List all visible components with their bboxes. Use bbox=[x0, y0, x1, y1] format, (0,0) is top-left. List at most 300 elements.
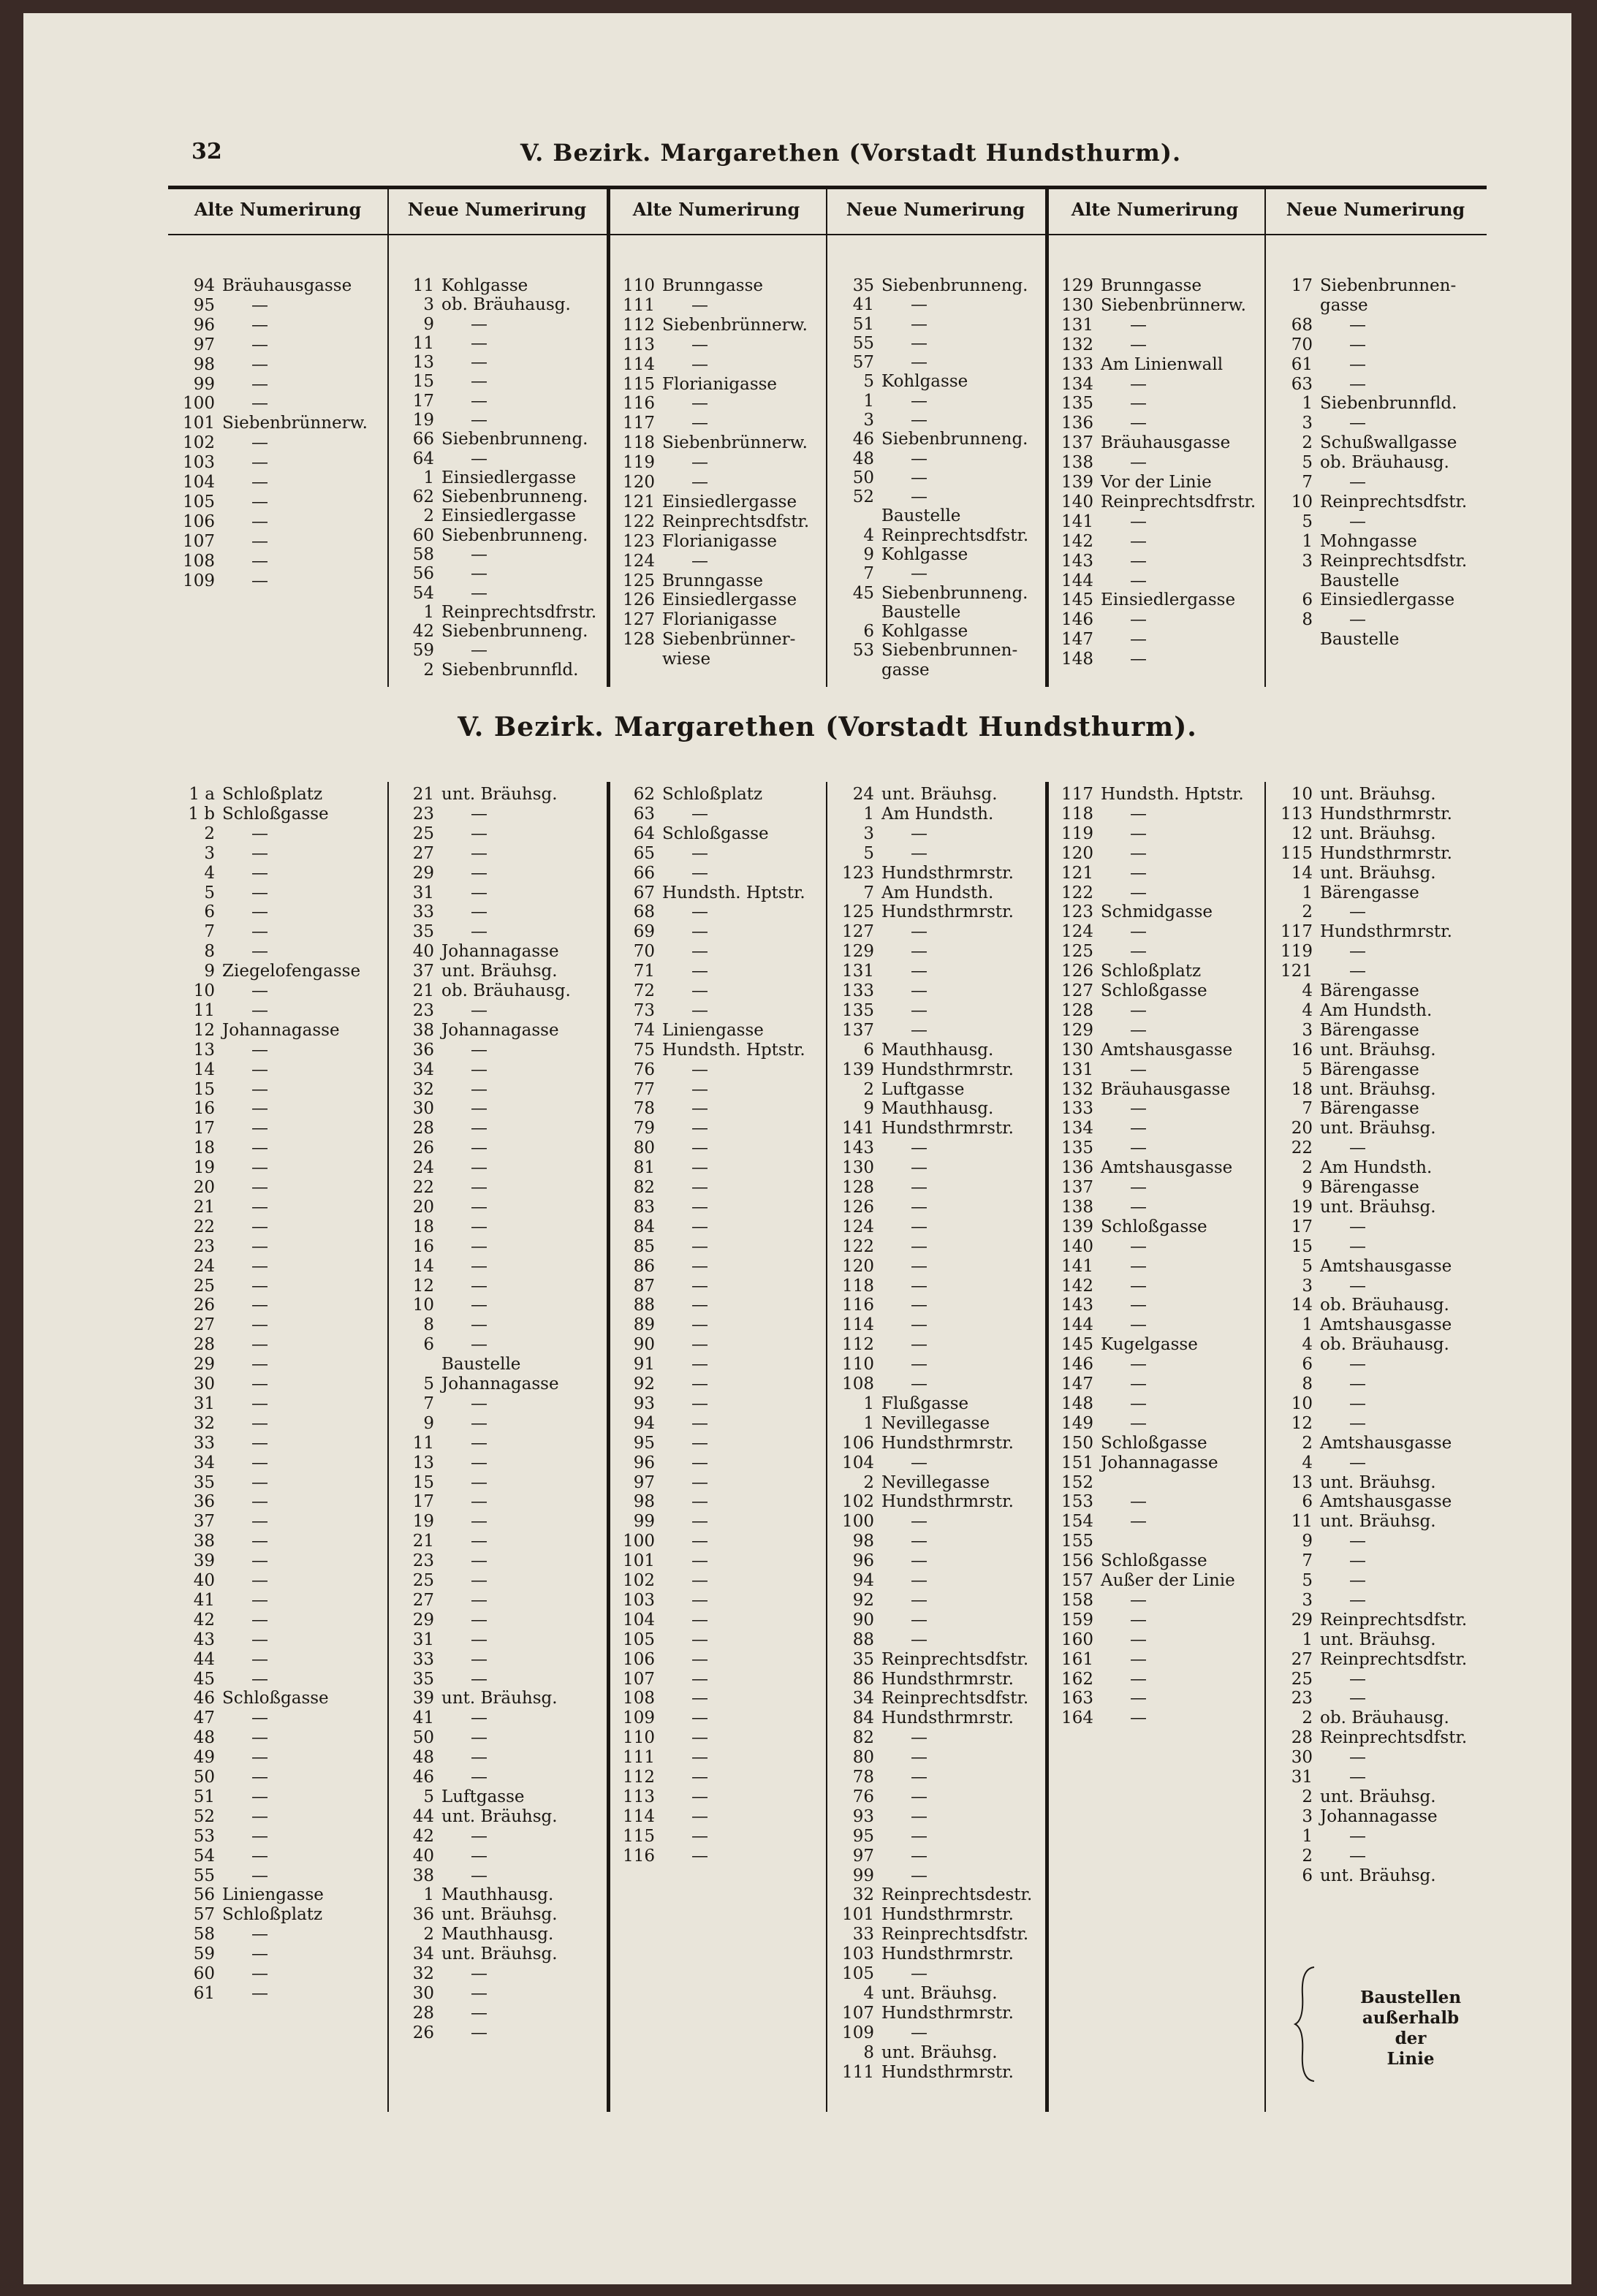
street-cell: — bbox=[1130, 1060, 1147, 1079]
number-cell: 112 bbox=[623, 1768, 655, 1787]
table-row bbox=[395, 1001, 488, 1020]
table-row bbox=[395, 506, 576, 525]
street-cell: — bbox=[691, 1551, 708, 1571]
number-cell: 86 bbox=[633, 1256, 655, 1276]
table-row bbox=[835, 526, 1028, 545]
street-cell: Baustelle bbox=[441, 1355, 521, 1375]
number-cell: 138 bbox=[1061, 453, 1093, 473]
table-row bbox=[615, 1198, 708, 1217]
table-row bbox=[1273, 296, 1368, 315]
street-cell: Reinprechtsdfstr. bbox=[881, 525, 1029, 545]
number-cell: 137 bbox=[1061, 1178, 1093, 1197]
street-cell: — bbox=[691, 1846, 708, 1866]
number-cell: 6 bbox=[1302, 1492, 1313, 1512]
number-cell: 56 bbox=[193, 1885, 215, 1905]
table-row bbox=[615, 630, 795, 649]
street-cell: — bbox=[1130, 453, 1147, 473]
number-cell: 163 bbox=[1061, 1689, 1093, 1708]
number-cell: 11 bbox=[412, 333, 434, 353]
table-row bbox=[1054, 394, 1147, 413]
table-row bbox=[1273, 453, 1449, 472]
street-cell: — bbox=[251, 315, 268, 335]
number-cell: 3 bbox=[1302, 414, 1313, 433]
table-row bbox=[175, 1021, 340, 1040]
table-row bbox=[175, 1355, 268, 1374]
street-cell: — bbox=[1349, 1826, 1366, 1846]
number-cell: 35 bbox=[193, 1472, 215, 1492]
number-cell: 32 bbox=[852, 1885, 874, 1905]
number-cell: 125 bbox=[1061, 942, 1093, 962]
table-row bbox=[395, 1768, 488, 1787]
street-cell: Siebenbrunneng. bbox=[881, 276, 1028, 295]
number-cell: 8 bbox=[1302, 1375, 1313, 1394]
table-row bbox=[1273, 1198, 1436, 1217]
number-cell: 6 bbox=[423, 1335, 434, 1355]
street-cell: — bbox=[691, 1571, 708, 1590]
street-cell: — bbox=[691, 414, 708, 433]
table-row bbox=[1273, 610, 1366, 629]
number-cell: 9 bbox=[204, 962, 215, 981]
street-cell: — bbox=[691, 1630, 708, 1649]
number-cell: 1 bbox=[423, 468, 434, 487]
table-row bbox=[395, 2023, 488, 2042]
number-cell: 93 bbox=[852, 1806, 874, 1826]
table-row bbox=[615, 1355, 708, 1374]
street-cell: — bbox=[251, 1708, 268, 1728]
number-cell: 153 bbox=[1061, 1492, 1093, 1512]
street-cell: — bbox=[251, 1040, 268, 1060]
number-cell: 17 bbox=[412, 1492, 434, 1512]
street-cell: — bbox=[911, 1512, 928, 1532]
street-cell: unt. Bräuhsg. bbox=[441, 1945, 558, 1964]
number-cell: 47 bbox=[193, 1708, 215, 1728]
number-cell: 114 bbox=[623, 1806, 655, 1826]
street-cell: — bbox=[251, 1236, 268, 1256]
table-row bbox=[1054, 316, 1147, 335]
street-cell: Johannagasse bbox=[1320, 1806, 1438, 1826]
street-cell: Bärengasse bbox=[1320, 1060, 1419, 1079]
column-headers bbox=[168, 186, 1487, 234]
number-cell: 45 bbox=[852, 583, 874, 603]
table-row bbox=[395, 1689, 558, 1708]
street-cell: — bbox=[251, 1197, 268, 1217]
number-cell: 99 bbox=[852, 1866, 874, 1885]
table-row bbox=[1273, 902, 1366, 921]
number-cell: 11 bbox=[412, 276, 434, 295]
number-cell: 113 bbox=[1281, 804, 1313, 824]
table-row bbox=[395, 1041, 488, 1060]
table-row bbox=[395, 1866, 488, 1885]
table-row bbox=[835, 506, 960, 525]
table-row bbox=[395, 1080, 488, 1099]
number-cell: 38 bbox=[412, 1866, 434, 1885]
number-cell: 2 bbox=[423, 660, 434, 680]
table-row bbox=[1273, 805, 1452, 824]
table-row bbox=[395, 622, 588, 641]
street-cell: — bbox=[251, 1119, 268, 1139]
number-cell: 17 bbox=[412, 391, 434, 411]
street-cell: Einsiedlergasse bbox=[441, 506, 577, 526]
number-cell: 32 bbox=[193, 1413, 215, 1433]
table-row bbox=[395, 1492, 488, 1511]
number-cell: 95 bbox=[633, 1433, 655, 1453]
number-cell: 41 bbox=[193, 1590, 215, 1610]
number-cell: 31 bbox=[412, 883, 434, 902]
street-cell: — bbox=[251, 1787, 268, 1806]
table-row bbox=[615, 1650, 708, 1669]
column-divider bbox=[1264, 782, 1266, 2112]
number-cell: 117 bbox=[1281, 922, 1313, 942]
street-cell: Baustelle bbox=[1320, 571, 1400, 590]
street-cell: — bbox=[471, 1866, 488, 1885]
table-row bbox=[615, 1532, 708, 1551]
table-row bbox=[835, 1257, 928, 1276]
street-cell: — bbox=[1349, 610, 1366, 630]
street-cell: — bbox=[251, 1217, 268, 1236]
number-cell: 4 bbox=[1302, 1335, 1313, 1355]
street-cell: — bbox=[471, 1846, 488, 1866]
street-cell: unt. Bräuhsg. bbox=[1320, 1119, 1436, 1139]
number-cell: 21 bbox=[412, 981, 434, 1000]
number-cell: 112 bbox=[842, 1335, 874, 1355]
number-cell: 156 bbox=[1061, 1551, 1093, 1571]
number-cell: 7 bbox=[1302, 1099, 1313, 1119]
number-cell: 51 bbox=[852, 314, 874, 334]
street-cell: — bbox=[1130, 922, 1147, 942]
table-row bbox=[1273, 1217, 1366, 1236]
table-row bbox=[395, 2004, 488, 2023]
table-row bbox=[1054, 1611, 1147, 1630]
table-row bbox=[175, 1847, 268, 1866]
table-row bbox=[1273, 942, 1366, 961]
table-row bbox=[835, 1945, 1014, 1964]
number-cell: 24 bbox=[412, 1158, 434, 1178]
number-cell: 6 bbox=[1302, 590, 1313, 610]
number-cell: 119 bbox=[1281, 942, 1313, 962]
table-row bbox=[395, 981, 571, 1000]
street-cell: — bbox=[911, 824, 928, 843]
street-cell: — bbox=[1130, 414, 1147, 433]
number-cell: 68 bbox=[1291, 315, 1313, 335]
table-row bbox=[175, 1335, 268, 1354]
table-row bbox=[1273, 1119, 1436, 1138]
number-cell: 37 bbox=[412, 962, 434, 981]
street-cell: — bbox=[471, 1768, 488, 1787]
street-cell: Kohlgasse bbox=[881, 622, 968, 642]
number-cell: 23 bbox=[412, 1551, 434, 1571]
street-cell: — bbox=[1130, 531, 1147, 551]
table-row bbox=[835, 430, 1028, 449]
street-cell: — bbox=[1130, 843, 1147, 863]
street-cell: — bbox=[911, 1571, 928, 1590]
number-cell: 90 bbox=[852, 1610, 874, 1630]
street-cell: unt. Bräuhsg. bbox=[1320, 1866, 1436, 1885]
number-cell: 96 bbox=[852, 1551, 874, 1571]
street-cell: — bbox=[911, 1846, 928, 1866]
street-cell: Schloßplatz bbox=[222, 785, 323, 804]
column-divider-thick bbox=[1045, 782, 1049, 2112]
table-row bbox=[835, 622, 968, 641]
street-cell: unt. Bräuhsg. bbox=[441, 785, 558, 804]
table-row bbox=[835, 487, 928, 506]
number-cell: 11 bbox=[412, 1433, 434, 1453]
street-cell: — bbox=[251, 1315, 268, 1335]
table-row bbox=[395, 372, 488, 391]
street-cell: Siebenbrunneng. bbox=[881, 430, 1028, 449]
street-cell: — bbox=[251, 571, 268, 590]
table-row bbox=[835, 1964, 928, 1983]
table-row bbox=[175, 1670, 268, 1689]
street-cell: Reinprechtsdfstr. bbox=[1320, 1728, 1468, 1748]
street-cell: — bbox=[911, 962, 928, 981]
street-cell: Johannagasse bbox=[222, 1020, 340, 1040]
number-cell: 141 bbox=[1061, 512, 1093, 531]
table-row bbox=[1273, 1414, 1366, 1433]
number-cell: 129 bbox=[1061, 1020, 1093, 1040]
table-row bbox=[175, 355, 268, 374]
street-cell: — bbox=[471, 1413, 488, 1433]
street-cell: — bbox=[471, 843, 488, 863]
number-cell: 139 bbox=[1061, 1217, 1093, 1236]
table-row bbox=[1273, 1670, 1366, 1689]
street-cell: — bbox=[1130, 824, 1147, 843]
street-cell: Florianigasse bbox=[662, 610, 778, 630]
number-cell: 19 bbox=[412, 411, 434, 430]
street-cell: Mauthhausg. bbox=[441, 1885, 554, 1905]
street-cell: Florianigasse bbox=[662, 374, 778, 394]
street-cell: — bbox=[691, 1276, 708, 1296]
street-cell: — bbox=[691, 1315, 708, 1335]
street-cell: — bbox=[471, 1158, 488, 1178]
street-cell: — bbox=[911, 1276, 928, 1296]
table-row bbox=[395, 1964, 488, 1983]
number-cell: 80 bbox=[633, 1139, 655, 1158]
number-cell: 10 bbox=[1291, 1394, 1313, 1413]
table-row bbox=[1054, 1532, 1101, 1551]
table-row bbox=[395, 353, 488, 372]
street-cell: — bbox=[1130, 1119, 1147, 1139]
street-cell: — bbox=[1130, 1236, 1147, 1256]
number-cell: 30 bbox=[193, 1375, 215, 1394]
street-cell: — bbox=[911, 843, 928, 863]
table-row bbox=[1273, 355, 1366, 374]
table-row bbox=[395, 1847, 488, 1866]
street-cell: — bbox=[1130, 863, 1147, 883]
table-row bbox=[175, 532, 268, 551]
number-cell: 27 bbox=[412, 1590, 434, 1610]
table-row bbox=[395, 1277, 488, 1296]
number-cell: 146 bbox=[1061, 1355, 1093, 1375]
number-cell: 2 bbox=[1302, 433, 1313, 453]
number-cell: 18 bbox=[193, 1139, 215, 1158]
number-cell: 128 bbox=[842, 1178, 874, 1197]
table-row bbox=[395, 1434, 488, 1453]
table-row bbox=[175, 1905, 322, 1924]
street-cell: — bbox=[1349, 1453, 1366, 1472]
table-row bbox=[395, 1158, 488, 1177]
street-cell: — bbox=[471, 1669, 488, 1689]
street-cell: — bbox=[471, 372, 488, 392]
table-row bbox=[175, 1315, 268, 1334]
street-cell: — bbox=[251, 922, 268, 942]
table-row bbox=[835, 603, 960, 622]
street-cell: — bbox=[251, 1866, 268, 1885]
street-cell: Mauthhausg. bbox=[441, 1925, 554, 1945]
street-cell: — bbox=[911, 1728, 928, 1748]
street-cell: Siebenbrunneng. bbox=[881, 583, 1028, 603]
street-cell: unt. Bräuhsg. bbox=[441, 1806, 558, 1826]
table-row bbox=[1273, 1689, 1366, 1708]
number-cell: 104 bbox=[842, 1453, 874, 1472]
number-cell: 127 bbox=[623, 610, 655, 630]
number-cell: 97 bbox=[852, 1846, 874, 1866]
table-row bbox=[615, 1237, 708, 1256]
street-cell: — bbox=[471, 1728, 488, 1748]
street-cell: — bbox=[911, 1806, 928, 1826]
table-row bbox=[175, 1708, 268, 1727]
table-row bbox=[835, 1099, 993, 1118]
street-cell: — bbox=[471, 1178, 488, 1197]
number-cell: 23 bbox=[1291, 1689, 1313, 1708]
header-col-1: Alte Numerirung bbox=[194, 199, 362, 220]
number-cell: 9 bbox=[863, 1099, 874, 1119]
street-cell: Amtshausgasse bbox=[1320, 1492, 1452, 1512]
number-cell: 95 bbox=[852, 1826, 874, 1846]
street-cell: Am Hundsth. bbox=[881, 883, 994, 902]
table-row bbox=[835, 372, 968, 391]
number-cell: 7 bbox=[204, 922, 215, 942]
street-cell: — bbox=[691, 295, 708, 315]
table-row bbox=[395, 1925, 553, 1944]
street-cell: — bbox=[471, 1394, 488, 1413]
number-cell: 131 bbox=[1061, 1060, 1093, 1079]
street-cell: — bbox=[251, 1394, 268, 1413]
street-cell: — bbox=[911, 333, 928, 353]
table-row bbox=[1054, 571, 1147, 590]
number-cell: 7 bbox=[863, 564, 874, 584]
number-cell: 28 bbox=[412, 2003, 434, 2023]
table-row bbox=[835, 824, 928, 843]
number-cell: 27 bbox=[1291, 1649, 1313, 1669]
table-row bbox=[395, 1984, 488, 2003]
table-row bbox=[1054, 1237, 1147, 1256]
street-cell: — bbox=[1349, 1768, 1366, 1787]
table-row bbox=[835, 1158, 928, 1177]
table-row bbox=[1273, 1237, 1366, 1256]
street-cell: — bbox=[911, 1315, 928, 1335]
table-row bbox=[395, 1905, 558, 1924]
number-cell: 12 bbox=[412, 1276, 434, 1296]
table-row bbox=[175, 805, 329, 824]
street-cell: — bbox=[691, 1099, 708, 1119]
street-cell: — bbox=[911, 1610, 928, 1630]
table-row bbox=[1273, 1847, 1366, 1866]
number-cell: 1 bbox=[863, 391, 874, 411]
table-row bbox=[395, 1532, 488, 1551]
street-cell: — bbox=[691, 1394, 708, 1413]
table-row bbox=[835, 411, 928, 430]
table-row bbox=[395, 1335, 488, 1354]
table-row bbox=[1273, 1611, 1467, 1630]
table-row bbox=[835, 962, 928, 981]
number-cell: 110 bbox=[842, 1355, 874, 1375]
table-row bbox=[1054, 1355, 1147, 1374]
table-row bbox=[1054, 1041, 1232, 1060]
street-cell: Siebenbrünner- bbox=[662, 630, 796, 650]
table-row bbox=[1054, 1119, 1147, 1138]
street-cell: Johannagasse bbox=[1101, 1453, 1218, 1472]
street-cell: Schloßgasse bbox=[1101, 981, 1207, 1000]
table-row bbox=[615, 1375, 708, 1394]
table-row bbox=[835, 1119, 1014, 1138]
number-cell: 127 bbox=[1061, 981, 1093, 1000]
number-cell: 50 bbox=[193, 1768, 215, 1787]
street-cell: — bbox=[251, 863, 268, 883]
table-row bbox=[835, 1434, 1014, 1453]
number-cell: 103 bbox=[183, 453, 215, 473]
number-cell: 147 bbox=[1061, 1375, 1093, 1394]
street-cell: Hundsthrmrstr. bbox=[881, 902, 1014, 922]
street-cell: Amtshausgasse bbox=[1101, 1158, 1233, 1178]
table-row bbox=[1273, 335, 1366, 354]
table-row bbox=[175, 1925, 268, 1944]
street-cell: — bbox=[251, 1983, 268, 2003]
street-cell: — bbox=[911, 1355, 928, 1375]
column-divider bbox=[826, 186, 827, 687]
street-cell: Siebenbrünnerw. bbox=[662, 433, 808, 453]
table-row bbox=[1054, 1670, 1147, 1689]
table-row bbox=[615, 1414, 708, 1433]
table-row bbox=[615, 1178, 708, 1197]
street-cell: — bbox=[251, 1649, 268, 1669]
number-cell: 13 bbox=[193, 1040, 215, 1060]
street-cell: — bbox=[251, 1413, 268, 1433]
number-cell: 10 bbox=[412, 1296, 434, 1315]
number-cell: 116 bbox=[842, 1296, 874, 1315]
street-cell: — bbox=[251, 883, 268, 902]
number-cell: 100 bbox=[183, 394, 215, 414]
table-row bbox=[395, 564, 488, 583]
street-cell: Johannagasse bbox=[441, 1020, 559, 1040]
table-row bbox=[395, 1650, 488, 1669]
table-row bbox=[615, 473, 708, 492]
table-row bbox=[835, 902, 1014, 921]
table-row bbox=[615, 316, 808, 335]
table-row bbox=[175, 1885, 324, 1904]
street-cell: Baustelle bbox=[1320, 630, 1400, 650]
table-row bbox=[1273, 1394, 1366, 1413]
street-cell: — bbox=[911, 1296, 928, 1315]
number-cell: 135 bbox=[842, 1000, 874, 1020]
table-row bbox=[1273, 473, 1366, 492]
number-cell: 81 bbox=[633, 1158, 655, 1178]
street-cell: Mauthhausg. bbox=[881, 1099, 994, 1119]
number-cell: 94 bbox=[633, 1413, 655, 1433]
street-cell: — bbox=[691, 1689, 708, 1708]
table-row bbox=[395, 641, 488, 660]
column-divider-thick bbox=[607, 782, 610, 2112]
street-cell: Hundsth. Hptstr. bbox=[662, 1040, 805, 1060]
table-row bbox=[835, 1630, 928, 1649]
street-cell: — bbox=[1349, 414, 1366, 433]
street-cell: Bräuhausgasse bbox=[1101, 433, 1231, 453]
table-row bbox=[835, 1315, 928, 1334]
page-title: V. Bezirk. Margarethen (Vorstadt Hundsthurm). bbox=[520, 139, 1182, 167]
table-row bbox=[175, 1119, 268, 1138]
street-cell: Brunngasse bbox=[662, 571, 763, 590]
street-cell: — bbox=[251, 1355, 268, 1375]
table-row bbox=[1273, 1060, 1419, 1079]
